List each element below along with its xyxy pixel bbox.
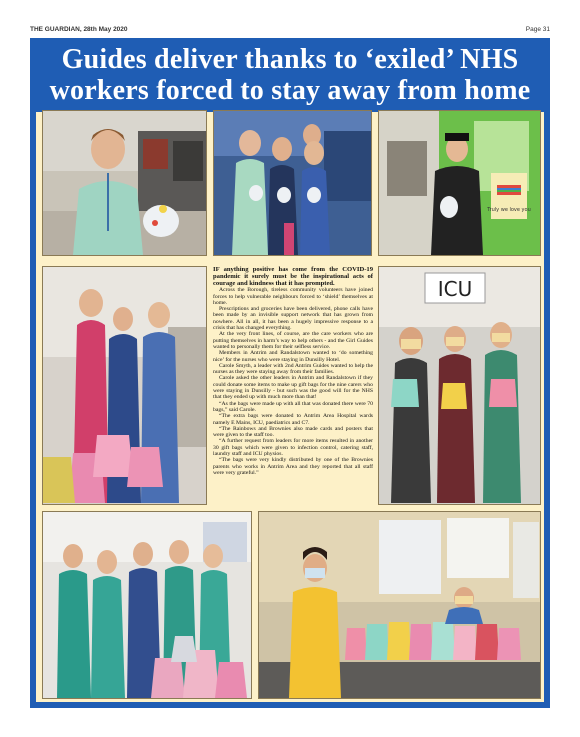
article-paragraph: “The Rainbows and Brownies also made cards and posters that were given to the staff too. bbox=[213, 425, 373, 439]
article-paragraph: Carole Smyth, a leader with 2nd Antrim Guides wanted to help the nurses as they were staying away from their families. bbox=[213, 362, 373, 376]
article-paragraph: “As the bags were made up with all that was donated there were 70 bags,” said Carole. bbox=[213, 400, 373, 413]
article-body bbox=[213, 266, 373, 502]
article-paragraph: “The extra bags were donated to Antrim Area Hospital wards namely E Mains, ICU, paediatrics and C7. bbox=[213, 413, 373, 426]
photo-nurses-scrubs bbox=[42, 511, 252, 699]
headline-line-2: workers forced to stay away from home bbox=[49, 75, 531, 106]
photo-group-four bbox=[213, 110, 372, 256]
publication-date: THE GUARDIAN, 28th May 2020 bbox=[30, 26, 128, 33]
article-paragraph: Carole asked the other leaders in Antrim and Randalstown if they could donate some items to make up gift bags for the nine carers who were staying in Dunsilly - but such was the good will for the NHS that they ended up with much more than that! bbox=[213, 375, 373, 401]
article-paragraph: Members in Antrim and Randalstown wanted to ‘do something nice’ for the nurses who were staying in Dunsilly Hotel. bbox=[213, 350, 373, 363]
article-paragraph: Across the Borough, tireless community volunteers have joined forces to help vulnerable neighbours forced to ‘shield’ themselves at home. bbox=[213, 287, 373, 306]
photo-three-nurses bbox=[42, 266, 207, 505]
card-text: Truly we love you bbox=[487, 207, 531, 213]
article-paragraph: At the very front lines, of course, are the care workers who are putting themselves in harm’s way to help others - and the Girl Guides wanted to personally them for their selfless service. bbox=[213, 331, 373, 350]
article-paragraph: Prescriptions and groceries have been delivered, phone calls have been made by an invisible support network that has grown from nowhere. All in all, it has been a hugely impressive response to a crisis that has changed everything. bbox=[213, 306, 373, 332]
photo-gift-bags-table bbox=[258, 511, 541, 699]
headline bbox=[30, 44, 550, 106]
article-lead: IF anything positive has come from the COVID-19 pandemic it surely must be the inspirational acts of courage and kindness that it has prompted. bbox=[213, 266, 373, 288]
icu-sign: ICU bbox=[437, 277, 473, 301]
headline-line-1: Guides deliver thanks to ‘exiled’ NHS bbox=[61, 44, 519, 75]
photo-icu-staff bbox=[378, 266, 541, 505]
photo-nurse-card bbox=[378, 110, 541, 256]
masthead bbox=[30, 26, 550, 36]
article-paragraph: “A further request from leaders for more items resulted in another 30 gift bags which were given to infection control, catering staff, laundry staff and ICU physios. bbox=[213, 438, 373, 457]
photo-nurse-counter bbox=[42, 110, 207, 256]
page-number: Page 31 bbox=[525, 26, 550, 33]
article-paragraph: “The bags were very kindly distributed by one of the Brownies parents who works in Antrim Area and they reported that all staff were very grateful.” bbox=[213, 457, 373, 476]
